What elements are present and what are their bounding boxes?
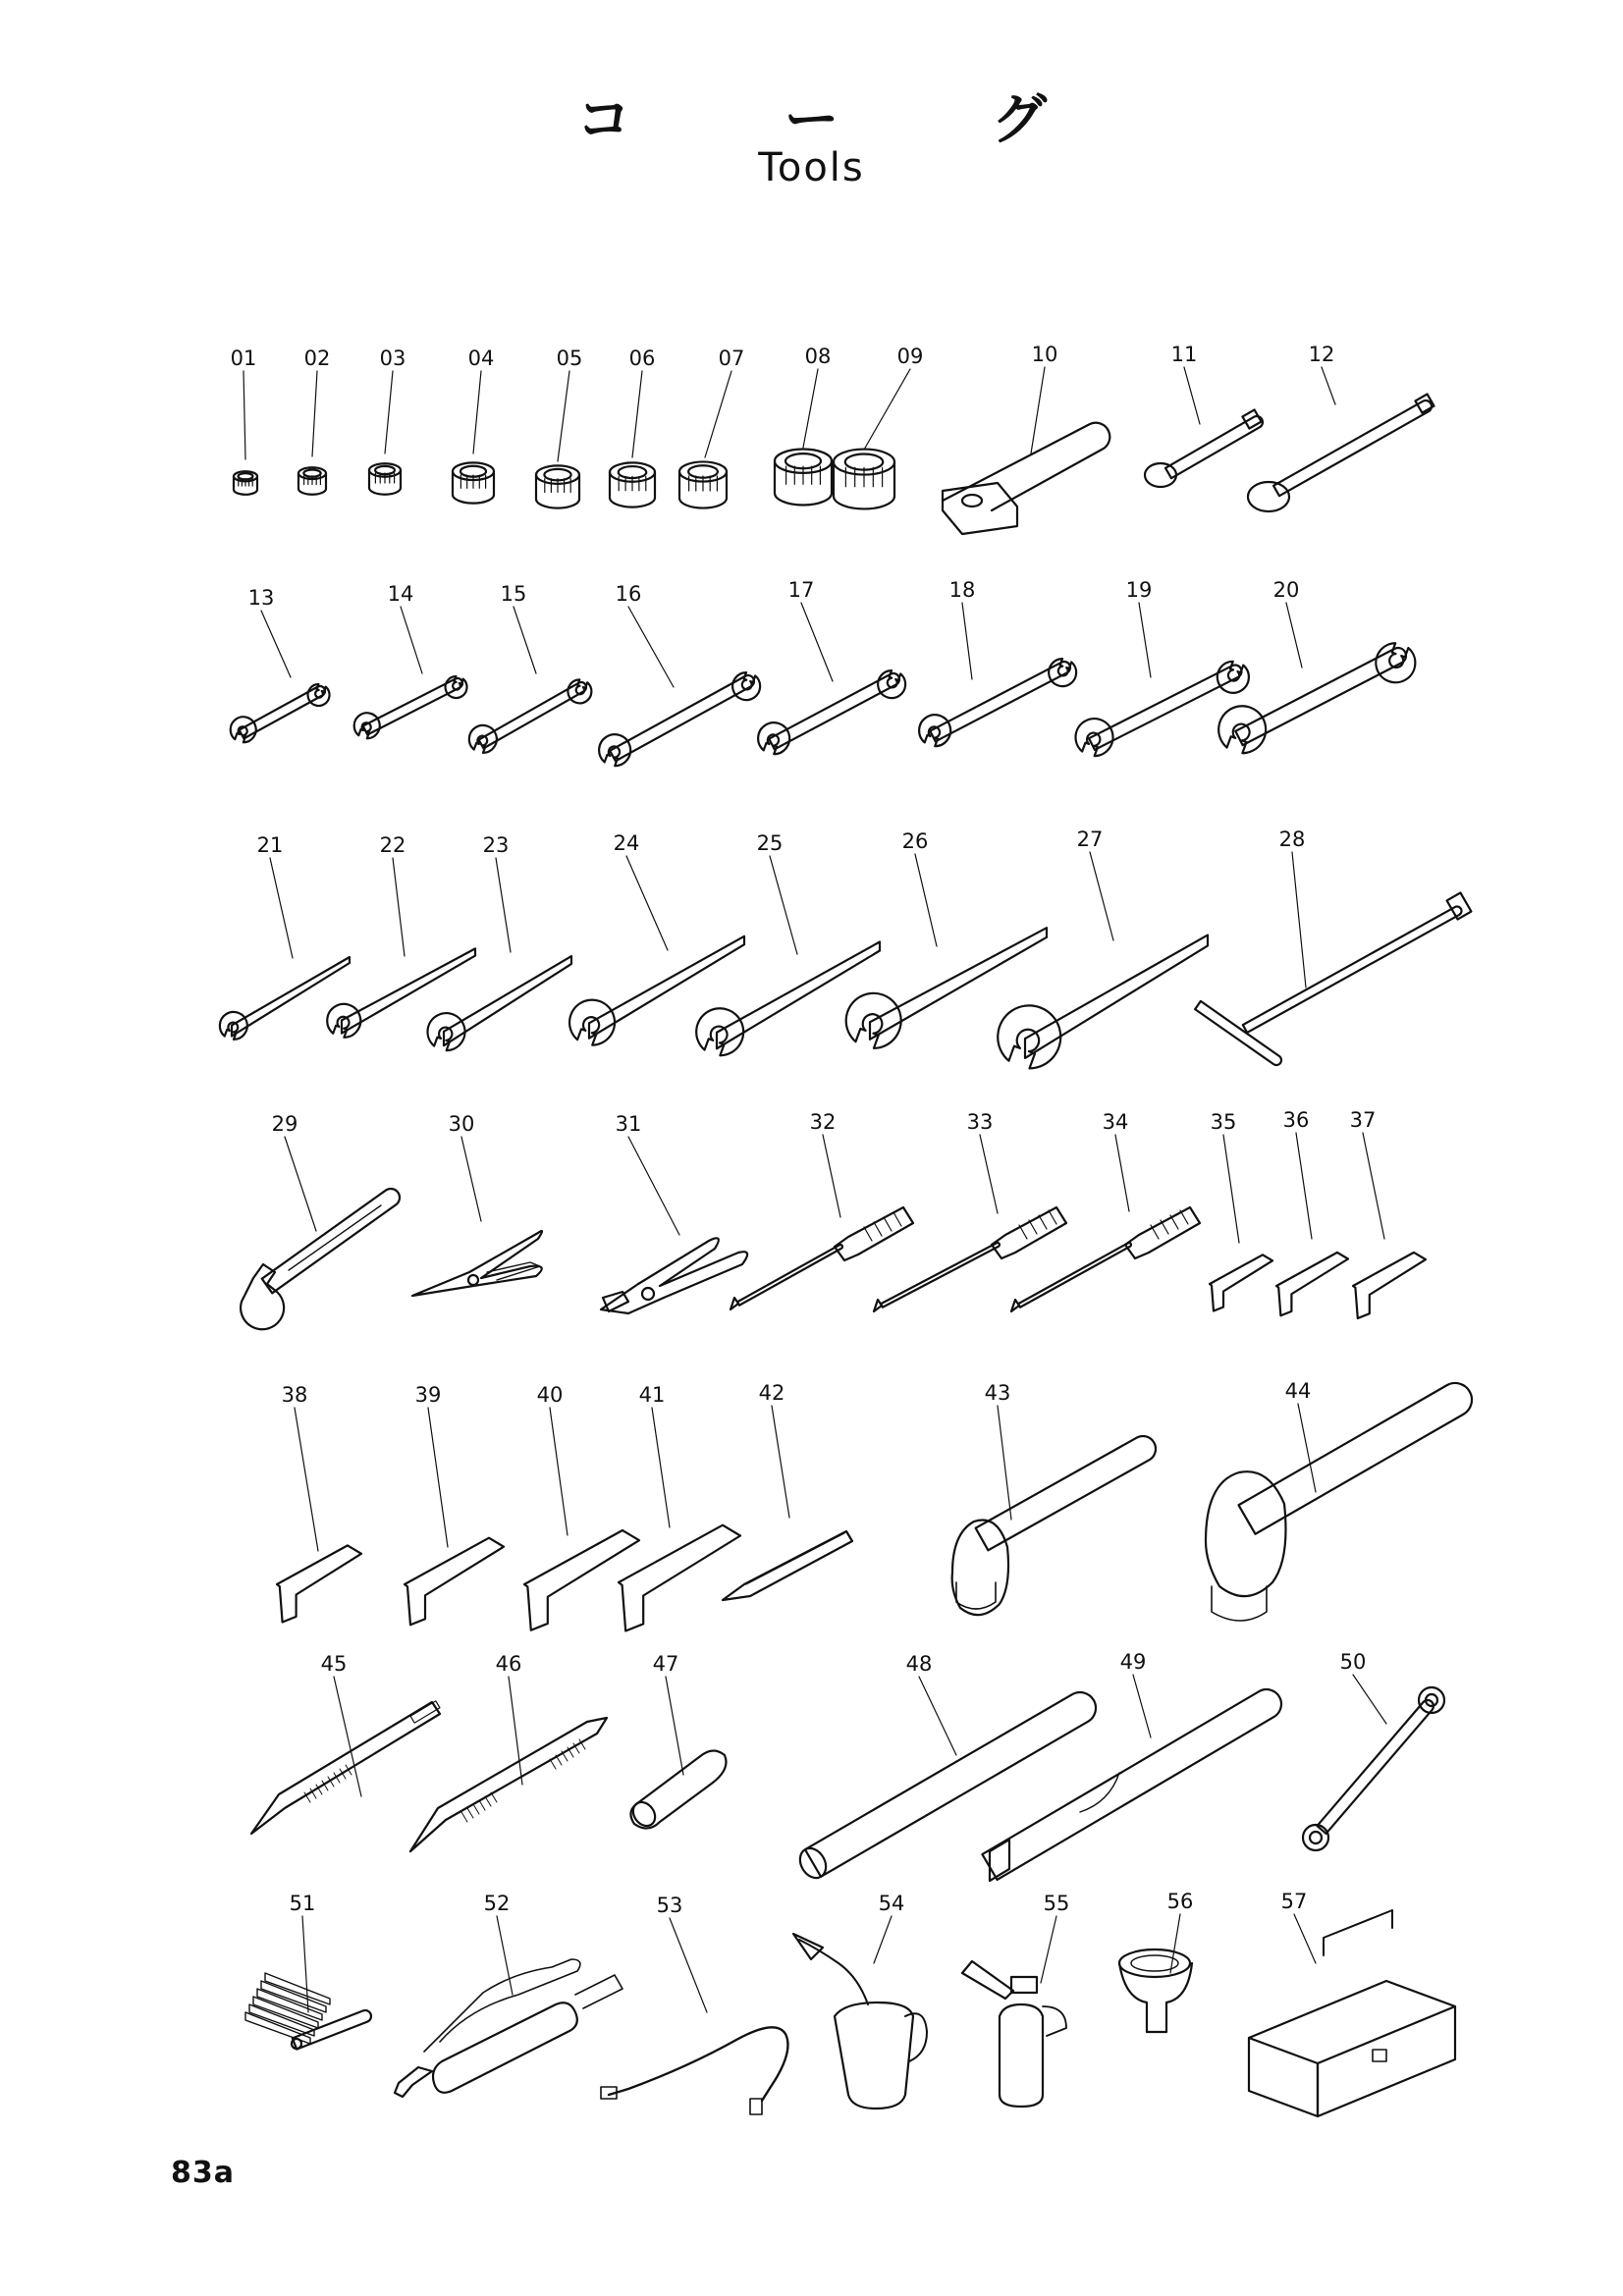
part-number-label: 27 — [1076, 828, 1104, 851]
leader-line — [803, 369, 818, 448]
leader-line — [295, 1408, 318, 1551]
part-number-label: 38 — [281, 1383, 308, 1407]
pipe-bar-drawing — [795, 1692, 1096, 1883]
leader-line — [243, 371, 245, 459]
part-number-label: 11 — [1170, 343, 1198, 366]
leader-line — [998, 1406, 1011, 1520]
part-number-label: 14 — [387, 582, 414, 606]
leader-line — [1184, 367, 1200, 424]
leader-line — [1223, 1135, 1239, 1243]
leader-line — [385, 371, 393, 454]
pliers-drawing — [412, 1231, 542, 1296]
adjustable-wrench-drawing — [241, 1189, 400, 1329]
part-number-label: 52 — [483, 1892, 511, 1915]
tool-24-single-open-wrench — [564, 831, 744, 1050]
tool-51-feeler-gauge — [245, 1892, 371, 2050]
tool-11-socket-extension — [1145, 343, 1263, 487]
screwdriver-drawing — [1011, 1207, 1200, 1311]
part-number-label: 40 — [536, 1383, 564, 1407]
part-number-label: 44 — [1284, 1379, 1312, 1403]
leader-line — [393, 858, 405, 956]
double-open-wrench-drawing — [1213, 639, 1421, 759]
leader-line — [801, 603, 833, 681]
leader-line — [285, 1137, 316, 1231]
hex-key-drawing — [1276, 1253, 1348, 1315]
tool-34-screwdriver — [1011, 1110, 1200, 1311]
leader-line — [1031, 367, 1045, 454]
tool-32-screwdriver — [730, 1110, 913, 1309]
part-number-label: 20 — [1272, 578, 1300, 602]
double-open-wrench-drawing — [595, 669, 764, 770]
socket-drawing — [298, 467, 326, 495]
part-number-label: 56 — [1166, 1890, 1194, 1913]
tool-06-socket — [610, 347, 655, 507]
tool-56-funnel — [1119, 1890, 1193, 2032]
leader-line — [770, 856, 797, 954]
tool-05-socket — [536, 347, 582, 508]
page-title-japanese: コ ー グ — [576, 88, 1113, 152]
tool-49-pry-bar — [982, 1650, 1281, 1881]
part-number-label: 12 — [1308, 343, 1335, 366]
t-handle-wrench-drawing — [1195, 892, 1471, 1065]
part-number-label: 32 — [809, 1110, 837, 1134]
double-open-wrench-drawing — [465, 677, 594, 756]
ratchet-handle-drawing — [943, 423, 1109, 534]
tool-08-socket — [775, 345, 832, 505]
part-number-label: 24 — [613, 831, 640, 855]
leader-line — [558, 371, 569, 461]
leader-line — [1296, 1133, 1312, 1239]
leader-line — [874, 1916, 892, 1963]
part-number-label: 53 — [656, 1894, 683, 1917]
leader-line — [1294, 1914, 1316, 1963]
part-number-label: 10 — [1031, 343, 1058, 366]
part-number-label: 42 — [758, 1381, 785, 1405]
part-number-label: 15 — [500, 582, 527, 606]
part-number-label: 45 — [320, 1652, 348, 1676]
screwdriver-drawing — [874, 1207, 1066, 1311]
hex-key-drawing — [1353, 1253, 1426, 1318]
part-number-label: 09 — [896, 345, 924, 368]
leader-line — [1322, 367, 1335, 404]
file-handle-drawing — [628, 1750, 726, 1830]
part-number-label: 47 — [652, 1652, 679, 1676]
tool-39-hex-key — [405, 1383, 504, 1625]
leader-line — [1292, 852, 1306, 988]
leader-line — [632, 371, 642, 457]
part-number-label: 23 — [482, 833, 510, 857]
tool-42-chisel — [723, 1381, 852, 1600]
leader-line — [772, 1406, 789, 1518]
tool-43-hammer — [952, 1381, 1156, 1615]
tool-36-hex-key — [1276, 1108, 1348, 1315]
tool-35-hex-key — [1210, 1110, 1272, 1311]
chisel-drawing — [723, 1531, 852, 1600]
oil-can-drawing — [793, 1934, 927, 2109]
tool-22-single-open-wrench — [323, 833, 475, 1041]
hex-key-drawing — [405, 1538, 504, 1626]
tool-28-t-handle-wrench — [1195, 828, 1471, 1065]
part-number-label: 16 — [615, 582, 642, 606]
part-number-label: 31 — [615, 1112, 642, 1136]
leader-line — [980, 1135, 998, 1213]
tool-55-oiler — [962, 1892, 1069, 2107]
leader-line — [496, 858, 511, 952]
double-open-wrench-drawing — [754, 667, 909, 758]
leader-line — [428, 1408, 448, 1547]
grease-gun-drawing — [395, 1959, 622, 2097]
part-number-label: 25 — [756, 831, 784, 855]
tool-16-double-open-wrench — [595, 582, 764, 770]
leader-line — [626, 856, 668, 950]
oiler-drawing — [962, 1961, 1066, 2107]
part-number-label: 17 — [787, 578, 815, 602]
part-number-label: 22 — [379, 833, 406, 857]
part-number-label: 46 — [495, 1652, 522, 1676]
hammer-drawing — [1206, 1383, 1472, 1621]
leader-line — [666, 1677, 683, 1775]
tool-04-socket — [453, 347, 494, 504]
tool-46-file — [410, 1652, 607, 1851]
part-number-label: 08 — [804, 345, 832, 368]
leader-line — [550, 1408, 568, 1535]
leader-line — [1353, 1675, 1386, 1724]
hex-key-drawing — [277, 1545, 361, 1622]
leader-line — [628, 607, 674, 687]
tool-30-pliers — [412, 1112, 542, 1296]
tool-10-ratchet-handle — [943, 343, 1109, 534]
tool-02-socket — [298, 347, 330, 495]
tool-50-box-wrench — [1303, 1650, 1444, 1850]
tool-18-double-open-wrench — [915, 578, 1080, 750]
tool-57-tool-box — [1249, 1890, 1455, 2116]
leader-line — [461, 1137, 481, 1221]
part-number-label: 55 — [1043, 1892, 1070, 1915]
double-open-wrench-drawing — [1071, 658, 1253, 760]
part-number-label: 26 — [901, 829, 929, 853]
leader-line — [514, 607, 536, 673]
tool-14-double-open-wrench — [351, 582, 469, 741]
leader-line — [473, 371, 481, 454]
tool-53-grease-hose — [601, 1894, 787, 2114]
leader-line — [1363, 1133, 1384, 1239]
tool-29-adjustable-wrench — [241, 1112, 400, 1329]
tool-38-hex-key — [277, 1383, 361, 1623]
part-number-label: 39 — [414, 1383, 442, 1407]
tool-45-file — [251, 1652, 440, 1834]
part-number-label: 02 — [303, 347, 331, 370]
part-number-label: 07 — [718, 347, 745, 370]
leader-line — [962, 603, 972, 679]
double-open-wrench-drawing — [351, 674, 469, 742]
part-number-label: 28 — [1278, 828, 1306, 851]
leader-line — [1115, 1135, 1129, 1211]
part-number-label: 57 — [1280, 1890, 1308, 1913]
part-number-label: 01 — [230, 347, 257, 370]
part-number-label: 04 — [467, 347, 495, 370]
part-number-label: 50 — [1339, 1650, 1367, 1674]
box-wrench-drawing — [1303, 1687, 1444, 1850]
leader-line — [864, 369, 910, 450]
socket-drawing — [679, 461, 727, 507]
socket-drawing — [536, 465, 579, 507]
part-number-label: 06 — [628, 347, 656, 370]
part-number-label: 36 — [1282, 1108, 1310, 1132]
tool-box-drawing — [1249, 1910, 1455, 2116]
part-number-label: 35 — [1210, 1110, 1237, 1134]
tool-12-socket-extension — [1248, 343, 1434, 511]
hammer-drawing — [952, 1436, 1156, 1615]
leader-line — [1139, 603, 1151, 677]
single-open-wrench-drawing — [423, 956, 571, 1054]
page-number: 83a — [171, 2156, 235, 2190]
pliers-drawing — [601, 1238, 747, 1313]
grease-hose-drawing — [601, 2027, 787, 2114]
leader-line — [1286, 603, 1302, 667]
part-number-label: 30 — [448, 1112, 475, 1136]
socket-drawing — [610, 462, 655, 507]
double-open-wrench-drawing — [915, 656, 1080, 750]
part-number-label: 21 — [256, 833, 284, 857]
leader-line — [270, 858, 293, 958]
funnel-drawing — [1119, 1949, 1192, 2032]
leader-line — [628, 1137, 679, 1235]
tool-03-socket — [369, 347, 406, 495]
pry-bar-drawing — [982, 1689, 1281, 1881]
tool-01-socket — [231, 347, 257, 495]
socket-extension-drawing — [1145, 409, 1263, 487]
leader-line — [670, 1918, 707, 2012]
socket-drawing — [834, 450, 894, 509]
leader-line — [823, 1135, 840, 1217]
part-number-label: 19 — [1125, 578, 1153, 602]
tool-47-file-handle — [628, 1652, 726, 1830]
leader-line — [915, 854, 937, 946]
tool-23-single-open-wrench — [423, 833, 571, 1054]
part-number-label: 18 — [948, 578, 976, 602]
tool-54-oil-can — [793, 1892, 927, 2109]
part-number-label: 54 — [878, 1892, 905, 1915]
leader-line — [261, 611, 291, 677]
tool-19-double-open-wrench — [1071, 578, 1253, 760]
tool-13-double-open-wrench — [227, 586, 332, 745]
part-number-label: 13 — [247, 586, 275, 610]
part-number-label: 41 — [638, 1383, 666, 1407]
leader-line — [919, 1677, 956, 1755]
socket-drawing — [775, 450, 832, 506]
leader-line — [334, 1677, 361, 1796]
leader-line — [1298, 1404, 1316, 1492]
leader-line — [1090, 852, 1113, 940]
part-number-label: 03 — [379, 347, 406, 370]
socket-drawing — [369, 463, 401, 494]
part-number-label: 33 — [966, 1110, 994, 1134]
part-number-label: 05 — [556, 347, 583, 370]
tool-26-single-open-wrench — [839, 829, 1047, 1054]
socket-extension-drawing — [1248, 394, 1434, 511]
tool-20-double-open-wrench — [1213, 578, 1421, 759]
tool-07-socket — [679, 347, 744, 508]
tool-44-hammer — [1206, 1379, 1472, 1621]
tool-25-single-open-wrench — [690, 831, 880, 1061]
tool-31-pliers — [601, 1112, 747, 1313]
leader-line — [705, 371, 731, 457]
socket-drawing — [234, 471, 257, 495]
tool-37-hex-key — [1350, 1108, 1426, 1318]
socket-drawing — [453, 462, 494, 503]
file-drawing — [410, 1718, 607, 1851]
page-title: Tools — [758, 145, 865, 190]
tool-15-double-open-wrench — [465, 582, 594, 756]
part-number-label: 51 — [289, 1892, 316, 1915]
single-open-wrench-drawing — [990, 935, 1208, 1076]
part-number-label: 48 — [905, 1652, 933, 1676]
file-drawing — [251, 1701, 440, 1834]
leader-line — [652, 1408, 670, 1527]
leader-line — [509, 1677, 522, 1785]
tool-33-screwdriver — [874, 1110, 1066, 1311]
screwdriver-drawing — [730, 1207, 913, 1309]
hex-key-drawing — [1210, 1255, 1272, 1310]
part-number-label: 37 — [1349, 1108, 1377, 1132]
tool-41-hex-key — [619, 1383, 740, 1631]
part-number-label: 34 — [1102, 1110, 1129, 1134]
tool-09-socket — [834, 345, 923, 508]
leader-line — [1041, 1916, 1056, 1983]
leader-line — [401, 607, 422, 673]
part-number-label: 29 — [271, 1112, 298, 1136]
part-number-label: 49 — [1119, 1650, 1147, 1674]
tool-52-grease-gun — [395, 1892, 622, 2097]
leader-line — [312, 371, 317, 456]
double-open-wrench-drawing — [227, 682, 332, 746]
part-number-label: 43 — [984, 1381, 1011, 1405]
tool-17-double-open-wrench — [754, 578, 909, 758]
leader-line — [1133, 1675, 1151, 1737]
